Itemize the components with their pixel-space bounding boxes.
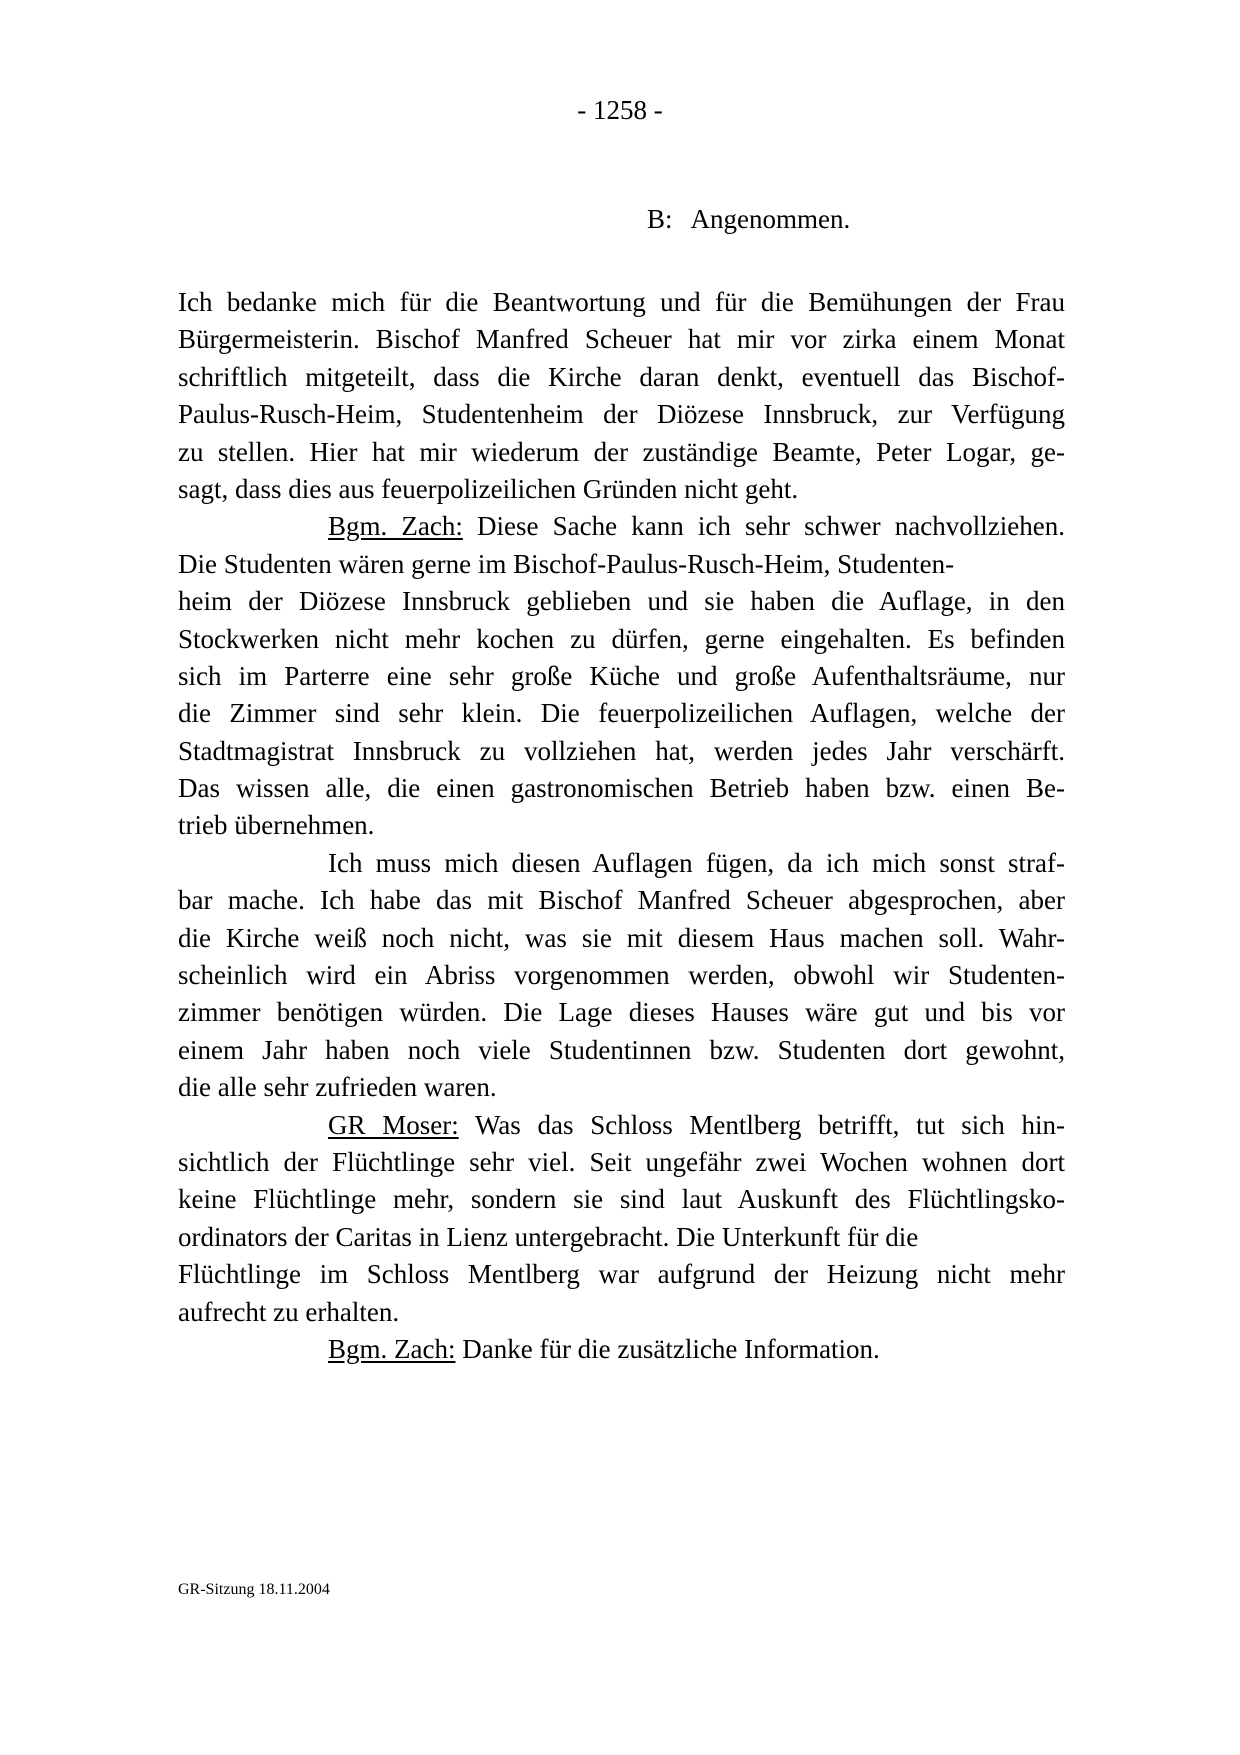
minutes-body (178, 284, 1065, 1368)
text-line: die Kirche weiß noch nicht, was sie mit diesem Haus machen soll. Wahr- (178, 922, 1065, 953)
text-line: Ich muss mich diesen Auflagen fügen, da ich mich sonst straf- (328, 847, 1065, 878)
text-line: schriftlich mitgeteilt, dass die Kirche daran denkt, eventuell das Bischof- (178, 361, 1065, 392)
speaker-name: GR Moser: (328, 1109, 459, 1140)
speaker-text: Was das Schloss Mentlberg betrifft, tut sich hin- (458, 1109, 1065, 1140)
text-line: trieb übernehmen. (178, 810, 375, 841)
text-line: Bürgermeisterin. Bischof Manfred Scheuer hat mir vor zirka einem Monat (178, 324, 1065, 355)
paragraph-bgm-zach-thanks (178, 1331, 1065, 1368)
decision-line (647, 201, 850, 237)
text-line: zu stellen. Hier hat mir wiederum der zuständige Beamte, Peter Logar, ge- (178, 436, 1065, 467)
text-line: Stadtmagistrat Innsbruck zu vollziehen hat, werden jedes Jahr verschärft. (178, 735, 1065, 766)
text-line: Paulus-Rusch-Heim, Studentenheim der Diözese Innsbruck, zur Verfügung (178, 399, 1065, 430)
text-line: Flüchtlinge im Schloss Mentlberg war aufgrund der Heizung nicht mehr (178, 1259, 1065, 1290)
text-line: keine Flüchtlinge mehr, sondern sie sind laut Auskunft des Flüchtlingsko- (178, 1184, 1065, 1215)
speaker-line (178, 1107, 1065, 1144)
speaker-name: Bgm. Zach: (328, 511, 463, 542)
text-line: einem Jahr haben noch viele Studentinnen bzw. Studenten dort gewohnt, (178, 1034, 1065, 1065)
speaker-text: Danke für die zusätzliche Information. (455, 1333, 880, 1364)
speaker-text: Diese Sache kann ich sehr schwer nachvollziehen. (462, 511, 1065, 542)
text-line: Ich bedanke mich für die Beantwortung und für die Bemühungen der Frau (178, 287, 1065, 317)
text-line: Stockwerken nicht mehr kochen zu dürfen, gerne eingehalten. Es befinden (178, 623, 1065, 654)
text-line: aufrecht zu erhalten. (178, 1296, 400, 1327)
text-line: ordinators der Caritas in Lienz untergebracht. Die Unterkunft für die (178, 1221, 919, 1252)
paragraph-statement (178, 284, 1065, 508)
text-line: sichtlich der Flüchtlinge sehr viel. Seit ungefähr zwei Wochen wohnen dort (178, 1146, 1065, 1177)
text-line: die alle sehr zufrieden waren. (178, 1072, 497, 1103)
paragraph-bgm-zach-reply (178, 508, 1065, 845)
text-line: Die Studenten wären gerne im Bischof-Paulus-Rusch-Heim, Studenten- (178, 548, 955, 579)
decision-result: Angenommen. (690, 204, 851, 234)
decision-label: B: (647, 204, 673, 234)
page-number: - 1258 - (577, 95, 663, 125)
text-line: Das wissen alle, die einen gastronomischen Betrieb haben bzw. einen Be- (178, 773, 1065, 804)
text-line: scheinlich wird ein Abriss vorgenommen werden, obwohl wir Studenten- (178, 960, 1065, 991)
paragraph-gr-moser (178, 1107, 1065, 1331)
text-line: sich im Parterre eine sehr große Küche und große Aufenthaltsräume, nur (178, 660, 1065, 691)
text-line: zimmer benötigen würden. Die Lage dieses Hauses wäre gut und bis vor (178, 997, 1065, 1028)
speaker-line (178, 508, 1065, 545)
speaker-line (178, 1331, 1065, 1368)
text-line: heim der Diözese Innsbruck geblieben und sie haben die Auflage, in den (178, 586, 1065, 617)
text-line: die Zimmer sind sehr klein. Die feuerpolizeilichen Auflagen, welche der (178, 698, 1065, 729)
text-line: bar mache. Ich habe das mit Bischof Manfred Scheuer abgesprochen, aber (178, 885, 1065, 916)
speaker-name: Bgm. Zach: (328, 1333, 456, 1364)
paragraph-continuation (178, 845, 1065, 1107)
footer-session: GR-Sitzung 18.11.2004 (178, 1581, 330, 1598)
text-line: sagt, dass dies aus feuerpolizeilichen Gründen nicht geht. (178, 473, 799, 504)
